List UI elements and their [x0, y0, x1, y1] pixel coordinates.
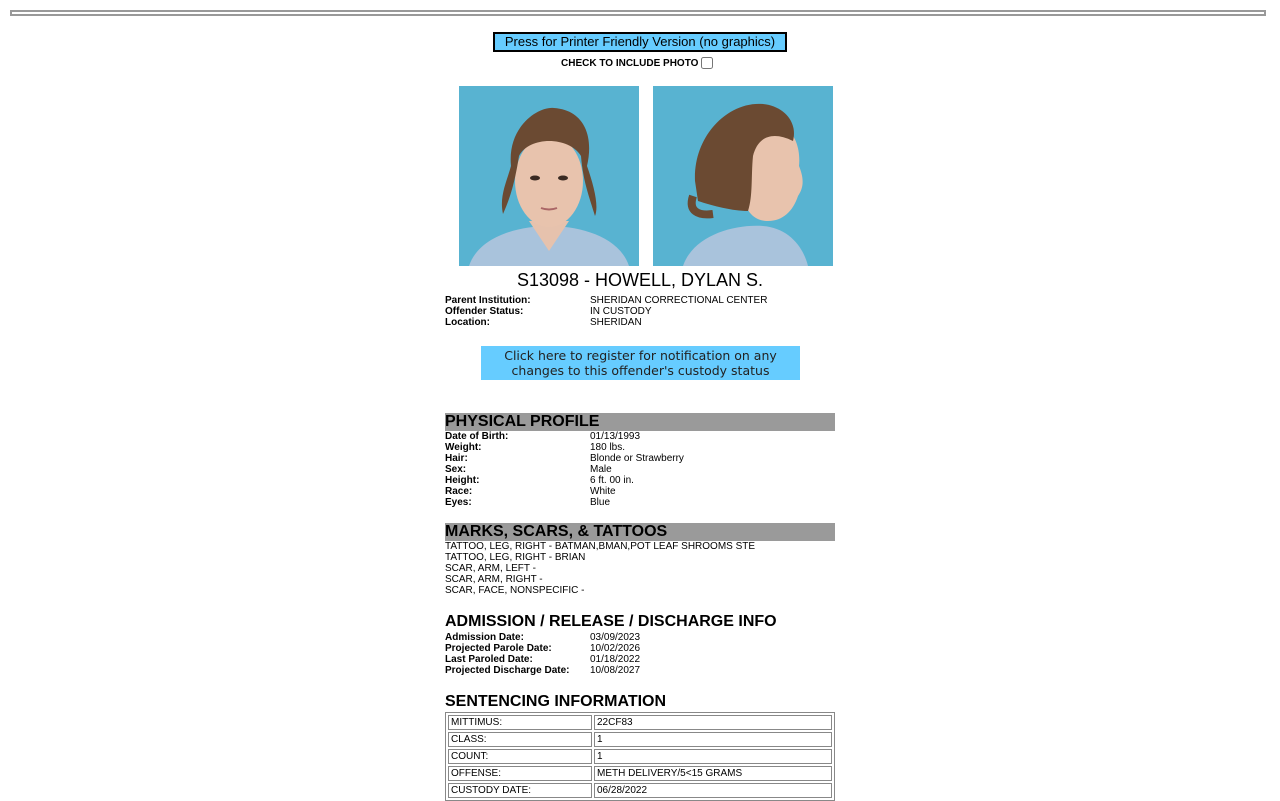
sentencing-label: CUSTODY DATE: [448, 783, 592, 798]
list-item: TATTOO, LEG, RIGHT - BRIAN [445, 552, 586, 563]
profile-label: Height: [445, 475, 480, 486]
admission-label: Admission Date: [445, 632, 524, 643]
status-value: SHERIDAN [590, 317, 642, 328]
sentencing-table [445, 712, 835, 801]
physical-profile-heading: PHYSICAL PROFILE [445, 413, 835, 431]
mugshot-front-photo [459, 86, 639, 266]
offender-name-title: S13098 - HOWELL, DYLAN S. [516, 270, 764, 290]
status-label: Location: [445, 317, 490, 328]
list-item: TATTOO, LEG, RIGHT - BATMAN,BMAN,POT LEAF SHROOMS STE [445, 541, 756, 552]
status-row [445, 306, 835, 317]
sentencing-label: OFFENSE: [448, 766, 592, 781]
profile-row [445, 431, 835, 442]
profile-row [445, 453, 835, 464]
sentencing-label: MITTIMUS: [448, 715, 592, 730]
include-photo-checkbox[interactable] [701, 57, 713, 69]
include-photo-label: CHECK TO INCLUDE PHOTO [561, 57, 699, 69]
admission-row [445, 632, 835, 643]
profile-value: 01/13/1993 [590, 431, 641, 442]
sentencing-heading: SENTENCING INFORMATION [445, 693, 667, 710]
list-item: SCAR, FACE, NONSPECIFIC - [445, 585, 585, 596]
admission-label: Last Paroled Date: [445, 654, 533, 665]
sentencing-value: 1 [594, 732, 832, 747]
table-row [448, 715, 832, 730]
top-divider-bar [10, 10, 1266, 16]
admission-value: 01/18/2022 [590, 654, 641, 665]
admission-row [445, 665, 835, 676]
sentencing-label: CLASS: [448, 732, 592, 747]
profile-label: Race: [445, 486, 473, 497]
sentencing-label: COUNT: [448, 749, 592, 764]
profile-value: Male [590, 464, 612, 475]
profile-label: Weight: [445, 442, 482, 453]
table-row [448, 749, 832, 764]
list-item: SCAR, ARM, RIGHT - [445, 574, 543, 585]
admission-value: 03/09/2023 [590, 632, 641, 643]
profile-label: Eyes: [445, 497, 472, 508]
admission-list [445, 632, 835, 676]
marks-heading: MARKS, SCARS, & TATTOOS [445, 523, 835, 541]
printer-friendly-button[interactable]: Press for Printer Friendly Version (no graphics) [493, 32, 787, 52]
marks-list [445, 541, 755, 596]
table-row [448, 732, 832, 747]
admission-value: 10/08/2027 [590, 665, 641, 676]
status-value: IN CUSTODY [590, 306, 652, 317]
sentencing-value: METH DELIVERY/5<15 GRAMS [594, 766, 832, 781]
admission-row [445, 654, 835, 665]
sentencing-value: 1 [594, 749, 832, 764]
profile-row [445, 475, 835, 486]
profile-label: Sex: [445, 464, 467, 475]
sentencing-value: 06/28/2022 [594, 783, 832, 798]
table-row [448, 766, 832, 781]
profile-row [445, 464, 835, 475]
status-value: SHERIDAN CORRECTIONAL CENTER [590, 295, 768, 306]
profile-row [445, 486, 835, 497]
status-label: Offender Status: [445, 306, 524, 317]
admission-heading: ADMISSION / RELEASE / DISCHARGE INFO [445, 613, 777, 630]
register-notification-button[interactable]: Click here to register for notification on any changes to this offender's custody status [481, 346, 800, 380]
profile-value: White [590, 486, 616, 497]
admission-value: 10/02/2026 [590, 643, 641, 654]
status-row [445, 317, 835, 328]
profile-label: Date of Birth: [445, 431, 509, 442]
admission-label: Projected Parole Date: [445, 643, 552, 654]
status-label: Parent Institution: [445, 295, 531, 306]
profile-row [445, 497, 835, 508]
profile-label: Hair: [445, 453, 468, 464]
list-item: SCAR, ARM, LEFT - [445, 563, 536, 574]
mugshot-profile-photo [653, 86, 833, 266]
table-row [448, 783, 832, 798]
status-row [445, 295, 835, 306]
admission-row [445, 643, 835, 654]
profile-value: 6 ft. 00 in. [590, 475, 634, 486]
profile-value: Blue [590, 497, 611, 508]
include-photo-option [561, 55, 713, 71]
sentencing-value: 22CF83 [594, 715, 832, 730]
profile-value: Blonde or Strawberry [590, 453, 684, 464]
admission-label: Projected Discharge Date: [445, 665, 570, 676]
profile-value: 180 lbs. [590, 442, 626, 453]
physical-profile-list [445, 431, 835, 508]
custody-status-list [445, 295, 835, 328]
profile-row [445, 442, 835, 453]
